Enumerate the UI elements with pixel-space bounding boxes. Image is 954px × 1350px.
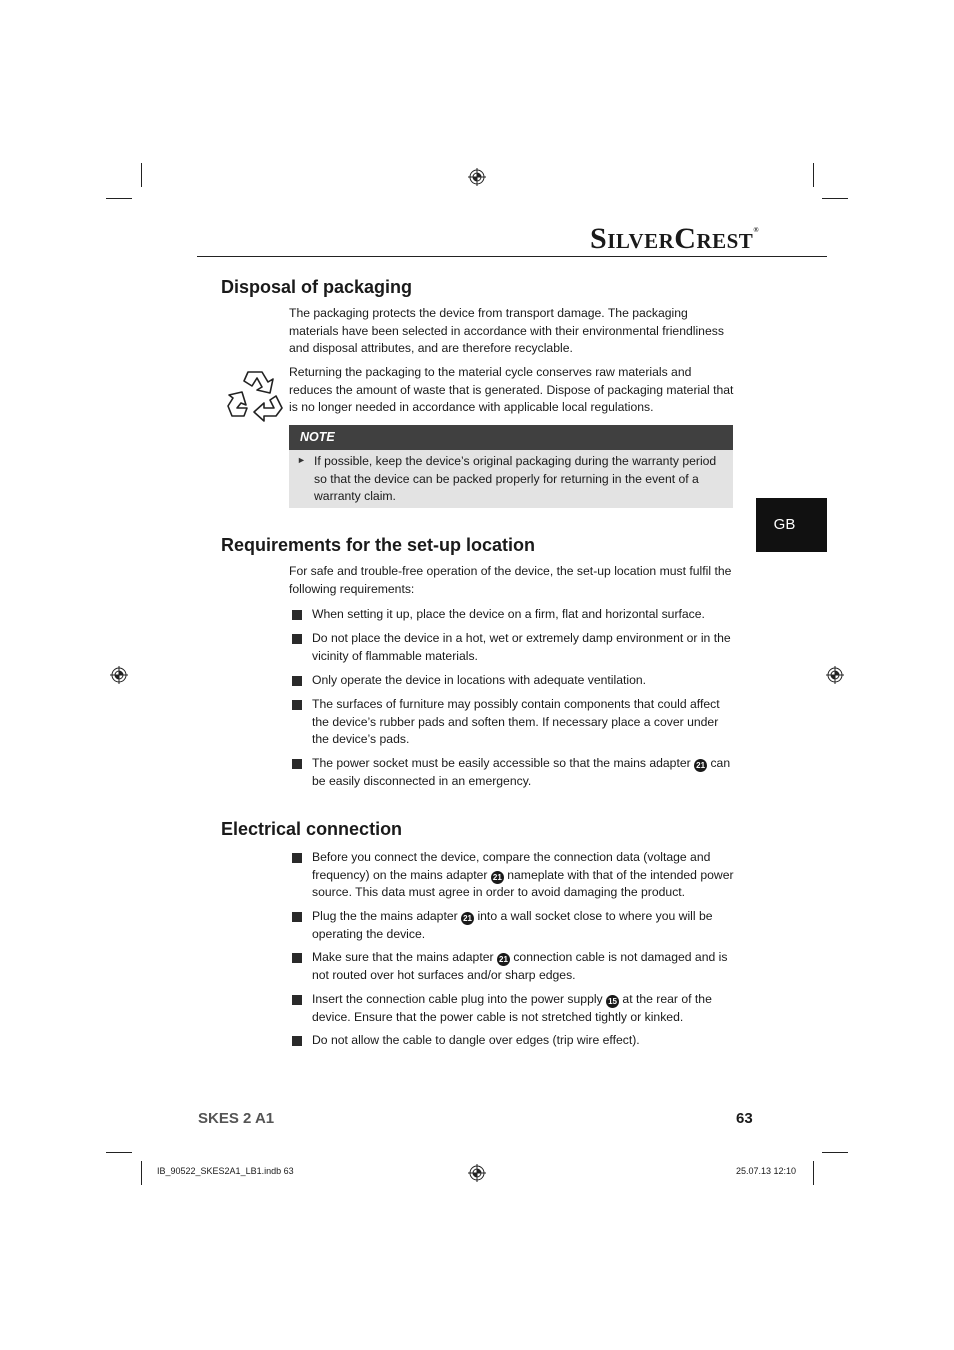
crop-mark — [106, 198, 132, 199]
language-tab-label: GB — [773, 516, 796, 533]
reference-number-badge: 15 — [606, 995, 619, 1008]
section-title-disposal: Disposal of packaging — [221, 277, 413, 297]
bullet-square-icon — [292, 1036, 302, 1046]
bullet-square-icon — [292, 634, 302, 644]
brand-logo: SILVERCREST® — [590, 222, 760, 255]
crop-mark — [106, 1152, 132, 1153]
registration-mark-icon — [468, 168, 486, 186]
reference-number-badge: 21 — [461, 912, 474, 925]
print-slug-date: 25.07.13 12:10 — [736, 1166, 797, 1176]
disposal-paragraph-2: Returning the packaging to the material cycle conserves raw materials and reduces the amount of waste that is generated. Dispose of packaging material that is no longer needed in accordance with applicable local regulations. — [289, 365, 734, 415]
bullet-square-icon — [292, 995, 302, 1005]
bullet-square-icon — [292, 853, 302, 863]
note-text: If possible, keep the device’s original packaging during the warranty period so that the device can be packed properly for returning in the event of a warranty claim. — [314, 454, 717, 504]
note-header — [289, 425, 733, 450]
crop-mark — [141, 163, 142, 187]
recycle-icon — [226, 366, 284, 422]
bullet-square-icon — [292, 700, 302, 710]
crop-mark — [813, 1161, 814, 1185]
reference-number-badge: 21 — [497, 953, 510, 966]
bullet-square-icon — [292, 759, 302, 769]
note-box — [289, 450, 733, 508]
bullet-square-icon — [292, 953, 302, 963]
registration-mark-icon — [468, 1164, 486, 1182]
bullet-square-icon — [292, 912, 302, 922]
arrow-right-icon: ► — [297, 455, 306, 465]
footer-model-number: SKES 2 A1 — [198, 1110, 275, 1127]
section-title-setup: Requirements for the set-up location — [221, 535, 536, 555]
registration-mark-icon — [826, 666, 844, 684]
note-label: NOTE — [300, 430, 335, 444]
reference-number-badge: 21 — [491, 871, 504, 884]
reference-number-badge: 21 — [694, 759, 707, 772]
setup-intro: For safe and trouble-free operation of the device, the set-up location must fulfil the following requirements: — [289, 564, 732, 596]
crop-mark — [822, 198, 848, 199]
crop-mark — [822, 1152, 848, 1153]
header-rule — [197, 256, 827, 257]
crop-mark — [813, 163, 814, 187]
disposal-paragraph-1: The packaging protects the device from transport damage. The packaging materials have been selected in accordance with their environmental friendliness and disposal attributes, and are therefore recyclable. — [289, 306, 724, 356]
registration-mark-icon — [110, 666, 128, 684]
language-tab — [756, 498, 827, 552]
page-number: 63 — [736, 1110, 753, 1127]
bullet-square-icon — [292, 610, 302, 620]
section-title-electrical: Electrical connection — [221, 819, 403, 839]
print-slug-filename: IB_90522_SKES2A1_LB1.indb 63 — [157, 1166, 294, 1176]
crop-mark — [141, 1161, 142, 1185]
bullet-square-icon — [292, 676, 302, 686]
